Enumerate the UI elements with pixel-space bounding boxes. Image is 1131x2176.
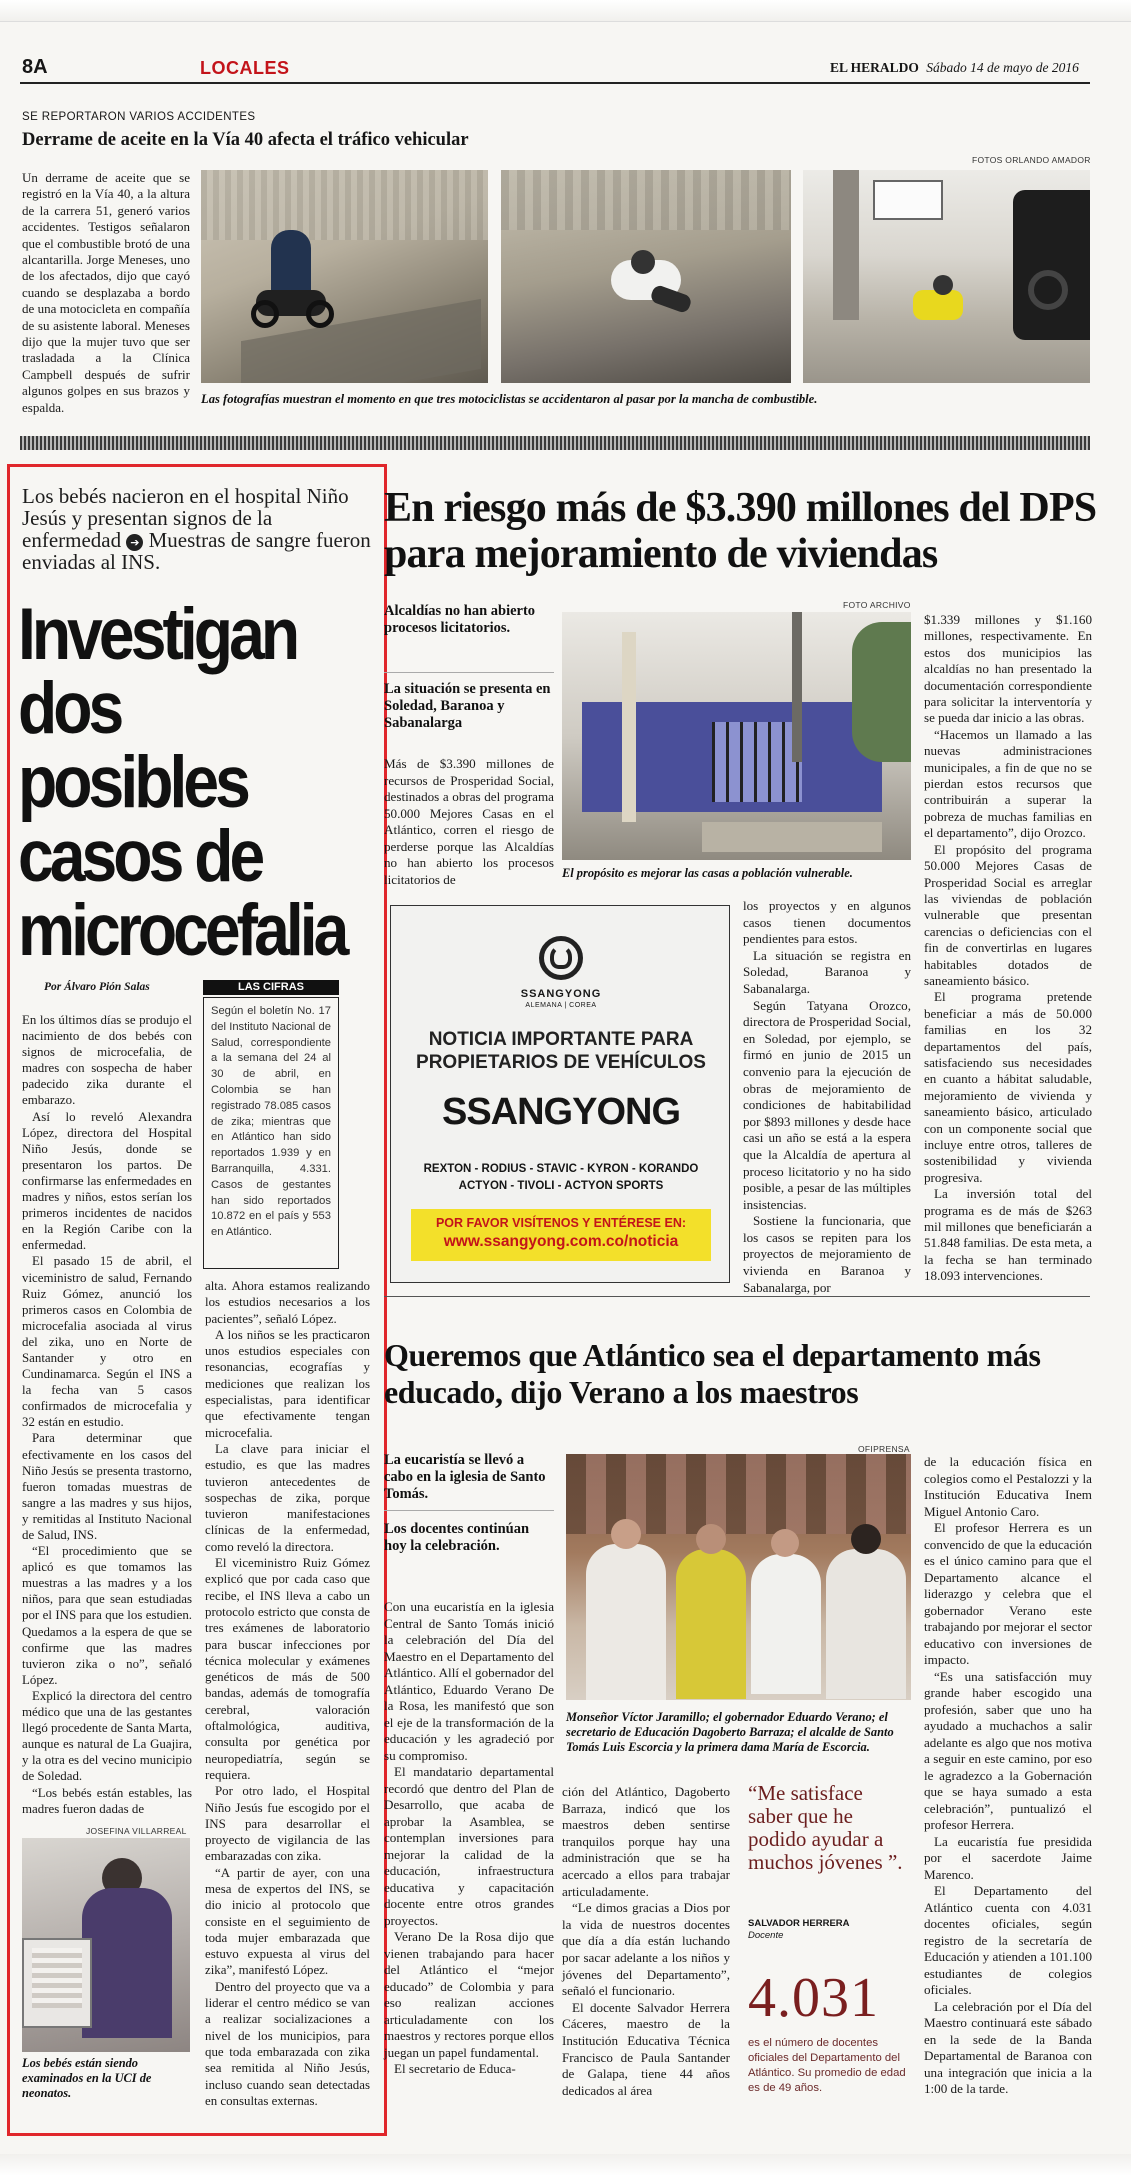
- cifras-title: LAS CIFRAS: [203, 980, 339, 995]
- paragraph: El profesor Herrera es un convencido de que la educación es el único camino para que el Departamento alcance el liderazgo y celebra que el gobernador Verano este trabajando por mejorar el sector educativo con inversiones de impacto.: [924, 1520, 1092, 1667]
- paragraph: “El procedimiento que se aplicó es que tomamos las muestras a las madres y a los niños, para que sean estudiadas por el INS para que los estudien. Quedamos a la espera de que se confirme que las madres tuvieron zika o no”, señaló López.: [22, 1544, 192, 1687]
- microcefalia-column-1: [22, 1012, 192, 1817]
- paragraph: A los niños se les practicaron unos estudios especiales con resonancias, ecografías y mediciones que realizan los especialistas, para identificar que efectivamente tengan microcefalia.: [205, 1327, 370, 1440]
- oil-photo-3: [803, 170, 1090, 383]
- dps-column-1: [384, 756, 554, 888]
- ad-notice: NOTICIA IMPORTANTE PARA PROPIETARIOS DE VEHÍCULOS: [416, 1029, 706, 1073]
- ad-brand-top: SSANGYONG: [520, 988, 602, 1000]
- oil-headline: Derrame de aceite en la Vía 40 afecta el tráfico vehicular: [22, 130, 469, 150]
- paragraph: de la educación física en colegios como el Pestalozzi y la Institución Educativa Inem Miguel Antonio Caro.: [924, 1454, 1092, 1519]
- paragraph: En los últimos días se produjo el nacimiento de dos bebés con signos de microcefalia, de madres con sospecha de haber padecido zika durante el embarazo.: [22, 1013, 192, 1108]
- cifras-box: [203, 997, 339, 1269]
- microcefalia-deck-text-2: Muestras de sangre fueron enviadas al INS.: [22, 528, 371, 574]
- verano-quote-name: SALVADOR HERRERA: [748, 1918, 850, 1929]
- paragraph: Para determinar que efectivamente en los casos del Niño Jesús se presenta trastorno, fueron tomadas muestras de sangre a las madres y sus hijos, y remitidas al Instituto Nacional de Salud, INS.: [22, 1431, 192, 1542]
- verano-sub-2: Los docentes continúan hoy la celebración.: [384, 1521, 530, 1554]
- microcefalia-headline: Investigan dos posibles casos de microcefalia: [18, 594, 346, 971]
- dps-caption: El propósito es mejorar las casas a población vulnerable.: [562, 866, 853, 880]
- paragraph: Dentro del proyecto que va a liderar el centro médico se van a realizar socializaciones a nivel de los municipios, para que toda embarazada con zika sea remitida al Niño Jesús, incluso cuando sean detectadas en consultas externas.: [205, 1979, 370, 2108]
- page-bottom-edge: [0, 2154, 1131, 2176]
- paragraph: “Los bebés están estables, las madres fueron dadas de: [22, 1785, 192, 1816]
- dps-sub-rule: [384, 672, 554, 673]
- verano-sub-rule: [384, 1510, 554, 1511]
- paragraph: La eucaristía fue presidida por el sacerdote Jaime Marenco.: [924, 1833, 1092, 1882]
- paragraph: ción del Atlántico, Dagoberto Barraza, indicó que los maestros deben sentirse tranquilos porque hay una administración que se ha acercado a ellos para trabajar articuladamente.: [562, 1784, 730, 1899]
- paragraph: Con una eucaristía en la iglesia Central de Santo Tomás inició la celebración del Día del Maestro en el Departamento del Atlántico. Allí el gobernador del Atlántico, Eduardo Verano De la Rosa, les manifestó que son el eje de la transformación de la educación y les agradeció por su compromiso.: [384, 1599, 554, 1763]
- paragraph: El secretario de Educa-: [394, 2061, 516, 2076]
- paragraph: $1.339 millones y $1.160 millones, respectivamente. En estos dos municipios las alcaldías no han presentado la documentación correspondiente para solicitar la interventoría y se pueda dar inicio a las obras.: [924, 612, 1092, 726]
- verano-stat-text: es el número de docentes oficiales del Departamento del Atlántico. Su promedio de edad es de 49 años.: [748, 2037, 906, 2094]
- paragraph: Verano De la Rosa dijo que vienen trabajando para hacer del Atlántico el “mejor educado” de Colombia y para eso realizan acciones articuladamente con los maestros y rectores porque ellos juegan un papel fundamental.: [384, 1929, 554, 2060]
- verano-stat-number: 4.031: [748, 1967, 879, 2029]
- microcefalia-deck: [22, 485, 372, 573]
- paragraph: La clave para iniciar el estudio, es que las madres tuvieron antecedentes de sospechas de zika, porque tuvieron manifestaciones clínicas de la enfermedad, como reveló la directora.: [205, 1441, 370, 1554]
- paragraph: Por otro lado, el Hospital Niño Jesús fue escogido por el INS para desarrollar el proyecto de vigilancia de las embarazadas con zika.: [205, 1784, 370, 1864]
- oil-photo-1: [201, 170, 488, 383]
- paragraph: El docente Salvador Herrera Cáceres, maestro de la Institución Educativa Técnica Francisco de Paula Santander de Galapa, tiene 44 años dedicados al área: [562, 1999, 730, 2098]
- paragraph: “Es una satisfacción muy grande haber escogido una profesión, saber que uno ha ayudado a muchachos a salir adelante es algo que nos motiva a seguir en este camino, por eso le agradezco a la Gobernación que se haya sumado a esta celebración”, puntualizó el profesor Herrera.: [924, 1668, 1092, 1832]
- verano-photo: [566, 1454, 911, 1700]
- verano-quote: “Me satisface saber que he podido ayudar a muchos jóvenes ”.: [748, 1781, 903, 1874]
- dps-headline: En riesgo más de $3.390 millones del DPS para mejoramiento de viviendas: [384, 485, 1097, 577]
- paragraph: La situación se registra en Soledad, Baranoa y Sabanalarga.: [743, 947, 911, 996]
- verano-quote-role: Docente: [748, 1930, 784, 1941]
- paragraph: Así lo reveló Alexandra López, directora del Hospital Niño Jesús, donde se presentaron los partos. De confirmarse las enfermedades en madres y niños, estos serían los primeros incidentes de nacidos en la Región Caribe con la enfermedad.: [22, 1109, 192, 1253]
- microcefalia-photo: [22, 1838, 190, 2052]
- header-rule: [20, 82, 1090, 84]
- paragraph: “A partir de ayer, con una mesa de expertos del INS, se dio inicio al protocolo que consiste en el seguimiento de toda mujer embarazada que estuvo expuesta al virus del zika”, manifestó López.: [205, 1865, 370, 1978]
- microcefalia-column-2: [205, 1278, 370, 2109]
- paragraph: Explicó la directora del centro médico que una de las gestantes llegó procedente de Santa Marta, aunque es natural de La Guajira, y la otra es del vecino municipio de Soledad.: [22, 1688, 193, 1784]
- verano-caption: Monseñor Víctor Jaramillo; el gobernador Eduardo Verano; el secretario de Educación Dagoberto Barraza; el alcalde de Santo Tomás Luis Escorcia y la primera dama María de Escorcia.: [566, 1710, 894, 1754]
- edition-date: Sábado 14 de mayo de 2016: [926, 60, 1079, 75]
- ad-models-2: ACTYON - TIVOLI - ACTYON SPORTS: [458, 1180, 664, 1192]
- verano-sub-1: La eucaristía se llevó a cabo en la iglesia de Santo Tomás.: [384, 1452, 546, 1502]
- dps-photo-credit: FOTO ARCHIVO: [843, 600, 911, 610]
- arrow-right-icon: ➔: [126, 534, 143, 551]
- paragraph: Sostiene la funcionaria, que los casos se repiten para los proyectos de mejoramiento de vivienda en Baranoa y Sabanalarga, por: [743, 1213, 911, 1295]
- cifras-text: Según el boletín No. 17 del Instituto Nacional de Salud, correspondiente a la semana del 24 al 30 de abril, en Colombia se han registrado 78.085 casos de zika; mientras que en Atlántico han sido reportados 1.939 y en Barranquilla, 4.331. Casos de gestantes han sido reportados 10.872 en el país y 553 en Atlántico.: [211, 1005, 331, 1239]
- ssangyong-logo-icon: [539, 936, 583, 980]
- microcefalia-photo-credit: JOSEFINA VILLARREAL: [86, 1826, 187, 1836]
- paragraph: El Departamento del Atlántico cuenta con 4.031 docentes oficiales, según registro de la secretaría de Educación y atienden a 101.100 estudiantes de colegios oficiales.: [924, 1883, 1092, 1997]
- verano-top-rule: [384, 1296, 1090, 1297]
- paragraph: La inversión total del programa es de más de $263 mil millones que beneficiarán a 51.848 familias. De esta meta, a la fecha se han terminado 18.093 intervenciones.: [924, 1186, 1092, 1284]
- ad-models-1: REXTON - RODIUS - STAVIC - KYRON - KORANDO: [423, 1163, 699, 1175]
- paragraph: los proyectos y en algunos casos tienen documentos pendientes para estos.: [743, 898, 911, 947]
- paragraph: “Hacemos un llamado a las nuevas administraciones municipales, a fin de que no se pierdan estos recursos que contribuirán a superar la pobreza de muchas familias en el departamento”, dijo Orozco.: [924, 726, 1092, 841]
- paragraph: El pasado 15 de abril, el viceministro de salud, Fernando Ruiz Gómez, anunció los primeros casos en Colombia de microcefalia asociada al virus del zika, uno en Norte de Santander y otro en Cundinamarca. Según el INS a la fecha van 5 casos confirmados de microcefalia y 32 están en estudio.: [22, 1254, 192, 1430]
- verano-photo-credit: OFIPRENSA: [858, 1444, 910, 1454]
- dps-column-3: [924, 612, 1092, 1285]
- verano-column-2: [562, 1784, 730, 2099]
- oil-body: Un derrame de aceite que se registró en la Vía 40, a la altura de la carrera 51, generó varios accidentes. Testigos señalaron que el combustible brotó de una alcantarilla. Jorge Meneses, uno de los afectados, dijo que cayó cuando se desplazaba a bordo de una motocicleta en compañía de su asistente laboral. Meneses dijo que la mujer tuvo que ser trasladada a la Clínica Campbell después de sufrir algunos golpes en sus brazos y espalda.: [22, 170, 190, 415]
- page-top-edge: [0, 0, 1131, 22]
- dps-column-2: [743, 898, 911, 1296]
- page-number: 8A: [22, 56, 48, 78]
- newspaper-name: EL HERALDO: [830, 60, 919, 75]
- ad-brand-sub: ALEMANA | COREA: [525, 1002, 597, 1009]
- paragraph: La celebración por el Día del Maestro continuará este sábado en la sede de la Banda Departamental de Baranoa con una integración que inicia a la 1:00 de la tarde.: [924, 1998, 1092, 2096]
- paragraph: alta. Ahora estamos realizando los estudios necesarios a los pacientes”, señaló López.: [205, 1279, 370, 1326]
- paragraph: El propósito del programa 50.000 Mejores Casas de Prosperidad Social es arreglar las viviendas de población vulnerable que presentan carencias o deficiencias con el fin de convertirlas en lugares habitables dotados de saneamiento básico.: [924, 841, 1092, 988]
- verano-headline: Queremos que Atlántico sea el departamento más educado, dijo Verano a los maestros: [384, 1337, 1041, 1410]
- microcefalia-deck-text: Los bebés nacieron en el hospital Niño Jesús y presentan signos de la enfermedad: [22, 484, 349, 552]
- ad-brand-big: SSANGYONG: [441, 1091, 681, 1133]
- section-name: LOCALES: [200, 58, 290, 78]
- paragraph: El viceministro Ruiz Gómez explicó que por cada caso que recibe, el INS lleva a cabo un protocolo estricto que consta de tres exámenes de laboratorio para buscar infecciones por técnica molecular y exámenes genéticos de más de 500 bandas, además de tomografía cerebral, valoración oftalmológica, auditiva, consulta por genética por neuropediatría, según se requiera.: [205, 1556, 370, 1782]
- section-divider-band: [20, 436, 1090, 450]
- dps-photo: [562, 612, 911, 860]
- oil-photo-2: [501, 170, 791, 383]
- dps-sub-1: Alcaldías no han abierto procesos licitatorios.: [384, 603, 536, 636]
- verano-column-1: [384, 1599, 554, 2078]
- ssangyong-ad[interactable]: [390, 905, 730, 1283]
- oil-photo-credit: FOTOS ORLANDO AMADOR: [972, 155, 1091, 165]
- ad-cta-box[interactable]: [411, 1209, 711, 1261]
- ad-cta-line-1: POR FAVOR VISÍTENOS Y ENTÉRESE EN:: [435, 1216, 687, 1230]
- verano-column-3: [924, 1454, 1092, 2098]
- paragraph: El mandatario departamental recordó que dentro del Plan de Desarrollo, que acaba de aprobar la Asamblea, se contemplan inversiones para mejorar la calidad de la educación, infraestructura educativa y capacitación docente entre otros grandes proyectos.: [384, 1764, 554, 1928]
- oil-kicker: SE REPORTARON VARIOS ACCIDENTES: [22, 111, 256, 123]
- paragraph: El programa pretende beneficiar a más de 50.000 familias en los 32 departamentos del país, satisfaciendo sus necesidades en cuanto a hábitat saludable, mejoramiento de vivienda y saneamiento básico, articulado con un componente social que incluye entre otros, talleres de sostenibilidad y vivienda progresiva.: [924, 989, 1092, 1185]
- paragraph: Más de $3.390 millones de recursos de Prosperidad Social, destinados a obras del programa 50.000 Mejores Casas en el Atlántico, corren el riesgo de perderse porque las Alcaldías no han abierto los procesos licitatorios de: [384, 756, 554, 887]
- microcefalia-byline: Por Álvaro Pión Salas: [44, 981, 150, 993]
- paragraph: Según Tatyana Orozco, directora de Prosperidad Social, en Soledad, por ejemplo, se firmó en junio de 2015 un convenio para la ejecución de obras de mejoramiento de condiciones de habitabilidad por $893 millones y desde hace casi un año se está a la espera que la Alcaldía de apertura al proceso licitatorio y no ha sido posible, a pesar de las múltiples insistencias.: [743, 997, 911, 1212]
- oil-caption: Las fotografías muestran el momento en que tres motociclistas se accidentaron al pasar por la mancha de combustible.: [201, 392, 818, 406]
- dps-sub-2: La situación se presenta en Soledad, Baranoa y Sabanalarga: [384, 681, 551, 731]
- microcefalia-caption: Los bebés están siendo examinados en la UCI de neonatos.: [22, 2056, 152, 2100]
- ad-cta-url[interactable]: www.ssangyong.com.co/noticia: [443, 1233, 679, 1250]
- paragraph: “Le dimos gracias a Dios por la vida de nuestros docentes que día a día están luchando por sacar adelante a los niños y jóvenes del Departamento”, señaló el funcionario.: [562, 1900, 730, 1999]
- masthead: [830, 60, 1079, 76]
